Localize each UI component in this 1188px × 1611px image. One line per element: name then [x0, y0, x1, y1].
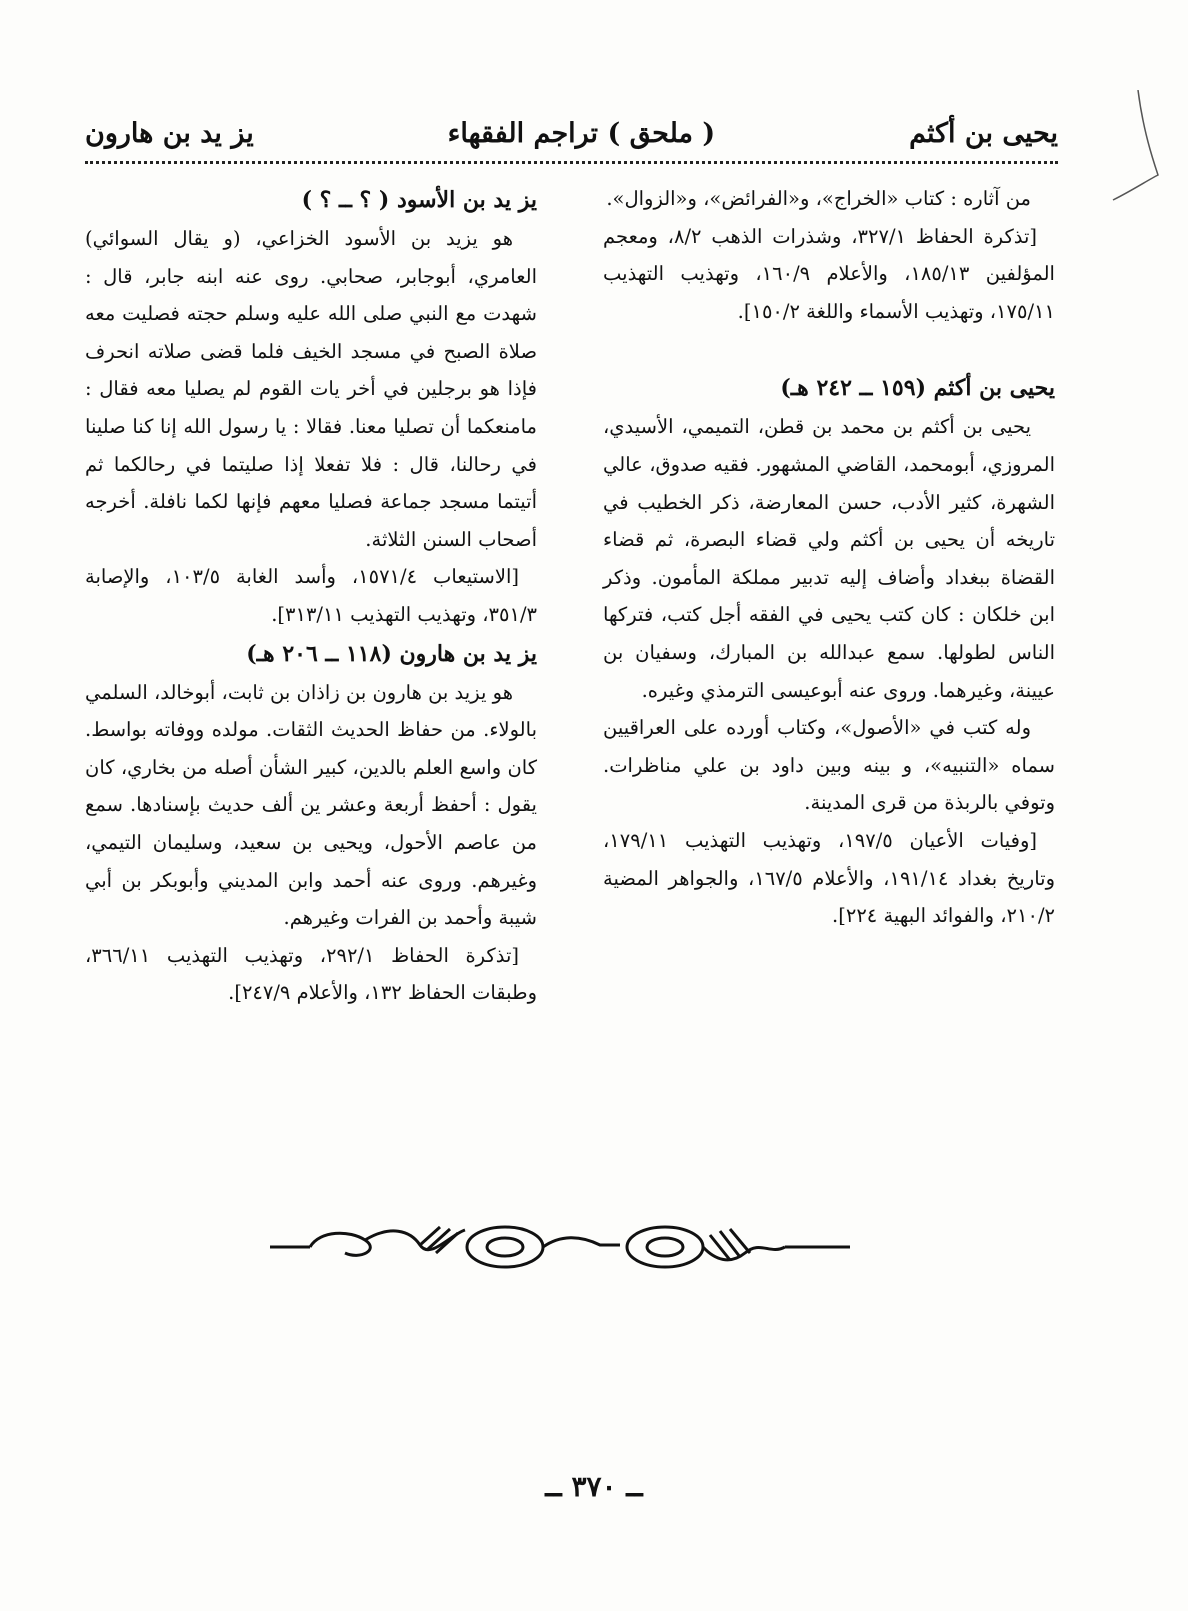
header-center-title: ( ملحق ) تراجم الفقهاء [447, 117, 716, 149]
running-header [85, 110, 1058, 156]
ornament-divider-icon [270, 1205, 850, 1285]
continuation-text: من آثاره : كتاب «الخراج»، و«الفرائض»، و«الزوال». [606, 187, 1031, 210]
spacer [603, 330, 1055, 368]
entry-title-yahya: يحيى بن أكثم (١٥٩ ــ ٢٤٢ هـ) [780, 375, 1055, 402]
entry-paragraph: هو يزيد بن هارون بن زاذان بن ثابت، أبوخالد، السلمي بالولاء. من حفاظ الحديث الثقات. مولده ووفاته بواسط. كان واسع العلم بالدين، كبير الشأن أصله من بخاري، كان يقول : أحفظ أربعة وعشر ين ألف حديث بإسنادها. سمع من عاصم الأحول، ويحيى بن سعيد، وسليمان التيمي، وغيرهم. وروى عنه أحمد وابن المديني وأبوبكر بن أبي شيبة وأحمد بن الفرات وغيرهم. [85, 680, 537, 930]
entry-paragraph: يحيى بن أكثم بن محمد بن قطن، التميمي، الأسيدي، المروزي، أبومحمد، القاضي المشهور. فقيه صدوق، عالي الشهرة، كثير الأدب، حسن المعارضة، ذكر الخطيب في تاريخه أن يحيى بن أكثم ولي قضاء البصرة، ثم قضاء القضاة ببغداد وأضاف إليه تدبير مملكة المأمون. وذكر ابن خلكان : كان كتب يحيى في الفقه أجل كتب، فتركها الناس لطولها. سمع عبدالله بن المبارك، وسفيان بن عيينة، وغيرهما. وروى عنه أبوعيسى الترمذي وغيره. [603, 415, 1055, 702]
entry-references: [تذكرة الحفاظ ٢٩٢/١، وتهذيب التهذيب ٣٦٦/١١، وطبقات الحفاظ ١٣٢، والأعلام ٢٤٧/٩]. [85, 943, 537, 1005]
header-dotted-rule [85, 161, 1058, 164]
entry-paragraph: هو يزيد بن الأسود الخزاعي، (و يقال السوائي) العامري، أبوجابر، صحابي. روى عنه ابنه جابر، قال : شهدت مع النبي صلى الله عليه وسلم حجته فصليت معه صلاة الصبح في مسجد الخيف فلما قضى صلاته انحرف فإذا هو برجلين في أخر يات القوم لم يصليا معه فقال : مامنعكما أن تصليا معنا. فقالا : يا رسول الله إنا كنا صلينا في رحالنا، قال : فلا تفعلا إذا صليتما في رحالكما ثم أتيتما مسجد جماعة فصليا معهم فإنها لكما نافلة. أخرجه أصحاب السنن الثلاثة. [85, 227, 537, 551]
header-left-title: يز يد بن هارون [85, 117, 254, 149]
page-number: ــ ٣٧٠ ــ [545, 1470, 643, 1503]
left-column [85, 180, 537, 1012]
entry-paragraph: وله كتب في «الأصول»، وكتاب أورده على العراقيين سماه «التنبيه»، و بينه وبين داود بن علي مناظرات. وتوفي بالربذة من قرى المدينة. [603, 716, 1055, 815]
header-right-title: يحيى بن أكثم [909, 117, 1058, 149]
entry-title-yazid-aswad: يز يد بن الأسود ( ؟ ــ ؟ ) [301, 187, 537, 213]
entry-title-yazid-harun: يز يد بن هارون (١١٨ ــ ٢٠٦ هـ) [246, 640, 537, 667]
entry-references: [وفيات الأعيان ١٩٧/٥، وتهذيب التهذيب ١٧٩/١١، وتاريخ بغداد ١٩١/١٤، والأعلام ١٦٧/٥، والجواهر المضية ٢١٠/٢، والفوائد البهية ٢٢٤]. [603, 828, 1055, 928]
margin-pencil-mark [1108, 90, 1168, 220]
right-column [603, 180, 1055, 935]
entry-references: [الاستيعاب ١٥٧١/٤، وأسد الغابة ١٠٣/٥، والإصابة ٣٥١/٣، وتهذيب التهذيب ٣١٣/١١]. [85, 565, 537, 626]
continuation-references: [تذكرة الحفاظ ٣٢٧/١، وشذرات الذهب ٨/٢، ومعجم المؤلفين ١٨٥/١٣، والأعلام ١٦٠/٩، وتهذيب التهذيب ١٧٥/١١، وتهذيب الأسماء واللغة ١٥٠/٢]. [603, 224, 1055, 323]
